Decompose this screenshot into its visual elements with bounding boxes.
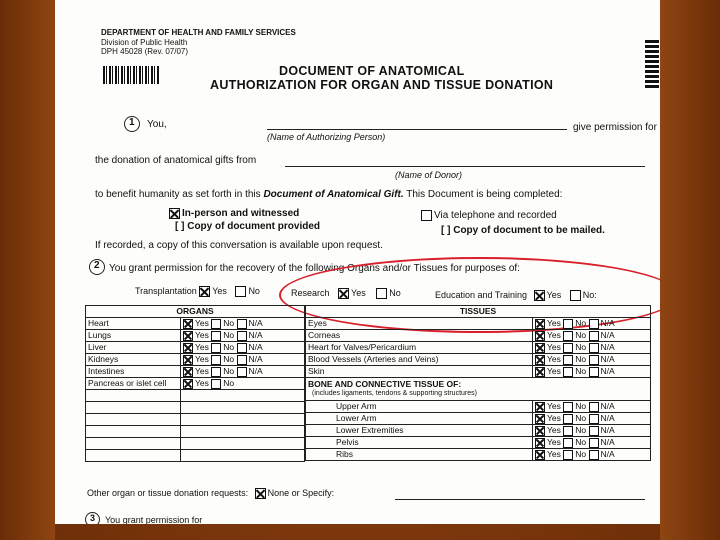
table-row: Pelvis Yes No N/A <box>306 437 651 449</box>
copy-mailed-label: [ ] Copy of document to be mailed. <box>441 225 605 236</box>
table-row: Lower Extremities Yes No N/A <box>306 425 651 437</box>
form-number: DPH 45028 (Rev. 07/07) <box>101 47 189 56</box>
research-label: Research <box>291 288 330 298</box>
table-row: Liver Yes No N/A <box>86 342 305 354</box>
organ-yes-checkbox[interactable] <box>183 355 193 365</box>
in-person-label: In-person and witnessed <box>182 208 300 220</box>
research-no-label: No <box>389 288 401 298</box>
table-row: Eyes Yes No N/A <box>306 318 651 330</box>
table-row: Ribs Yes No N/A <box>306 449 651 461</box>
benefit-text-suffix: This Document is being completed: <box>406 189 563 200</box>
tissue-no-checkbox[interactable] <box>563 367 573 377</box>
donation-text: the donation of anatomical gifts from <box>95 155 257 166</box>
table-row: Upper Arm Yes No N/A <box>306 401 651 413</box>
section-3-number: 3 <box>90 513 96 523</box>
organ-yes-checkbox[interactable] <box>183 331 193 341</box>
bone-no-checkbox[interactable] <box>563 438 573 448</box>
none-specify-label: None or Specify: <box>267 488 335 498</box>
education-label: Education and Training <box>435 290 528 300</box>
tissue-no-checkbox[interactable] <box>563 343 573 353</box>
tissue-yes-checkbox[interactable] <box>535 355 545 365</box>
give-permission-text: give permission for <box>573 122 657 133</box>
organ-na-checkbox[interactable] <box>237 319 247 329</box>
tissue-name: Eyes <box>306 318 533 330</box>
in-person-checkbox[interactable] <box>169 208 180 219</box>
benefit-text-prefix: to benefit humanity as set forth in this <box>95 189 261 200</box>
slide-right-edge <box>660 0 720 540</box>
department-name: DEPARTMENT OF HEALTH AND FAMILY SERVICES <box>101 28 296 37</box>
table-row: Intestines Yes No N/A <box>86 366 305 378</box>
table-row: Lower Arm Yes No N/A <box>306 413 651 425</box>
organ-no-checkbox[interactable] <box>211 319 221 329</box>
organ-yes-checkbox[interactable] <box>183 379 193 389</box>
benefit-text-doc: Document of Anatomical Gift. <box>263 189 404 200</box>
barcode-image <box>103 66 159 84</box>
table-row: Lungs Yes No N/A <box>86 330 305 342</box>
organs-table <box>85 305 305 462</box>
bone-no-checkbox[interactable] <box>563 426 573 436</box>
bone-yes-checkbox[interactable] <box>535 414 545 424</box>
tissue-na-checkbox[interactable] <box>589 355 599 365</box>
tissue-name: Blood Vessels (Arteries and Veins) <box>306 354 533 366</box>
tissue-no-checkbox[interactable] <box>563 331 573 341</box>
bone-name: Ribs <box>306 449 533 461</box>
transplantation-yes-checkbox[interactable] <box>199 286 210 297</box>
tissues-header: TISSUES <box>306 306 651 318</box>
bone-no-checkbox[interactable] <box>563 414 573 424</box>
authorizing-person-caption: (Name of Authorizing Person) <box>267 132 386 142</box>
table-row: Pancreas or islet cell Yes No <box>86 378 305 390</box>
transplantation-label: Transplantation <box>135 286 197 296</box>
slide-left-edge <box>0 0 55 540</box>
form-title-line2: AUTHORIZATION FOR ORGAN AND TISSUE DONATION <box>210 78 554 92</box>
organ-no-checkbox[interactable] <box>211 379 221 389</box>
bone-yes-checkbox[interactable] <box>535 450 545 460</box>
bone-na-checkbox[interactable] <box>589 414 599 424</box>
bone-na-checkbox[interactable] <box>589 426 599 436</box>
tissue-na-checkbox[interactable] <box>589 319 599 329</box>
bone-na-checkbox[interactable] <box>589 438 599 448</box>
table-row: Kidneys Yes No N/A <box>86 354 305 366</box>
organ-yes-checkbox[interactable] <box>183 319 193 329</box>
bone-name: Lower Arm <box>306 413 533 425</box>
organ-yes-checkbox[interactable] <box>183 367 193 377</box>
organ-name: Lungs <box>86 330 181 342</box>
bone-yes-checkbox[interactable] <box>535 426 545 436</box>
organ-name: Kidneys <box>86 354 181 366</box>
organ-no-checkbox[interactable] <box>211 343 221 353</box>
recorded-note: If recorded, a copy of this conversation is available upon request. <box>95 240 383 251</box>
bone-no-checkbox[interactable] <box>563 402 573 412</box>
table-row: Skin Yes No N/A <box>306 366 651 378</box>
organ-name: Intestines <box>86 366 181 378</box>
bone-yes-checkbox[interactable] <box>535 402 545 412</box>
tissue-na-checkbox[interactable] <box>589 331 599 341</box>
other-request-line <box>395 499 645 500</box>
organ-na-checkbox[interactable] <box>237 367 247 377</box>
other-request-label: Other organ or tissue donation requests: <box>87 488 249 498</box>
form-title-line1: DOCUMENT OF ANATOMICAL <box>279 64 465 78</box>
authorizing-person-line <box>267 129 567 130</box>
bone-no-checkbox[interactable] <box>563 450 573 460</box>
organ-yes-checkbox[interactable] <box>183 343 193 353</box>
organ-no-checkbox[interactable] <box>211 367 221 377</box>
education-yes-checkbox[interactable] <box>534 290 545 301</box>
organ-name: Pancreas or islet cell <box>86 378 181 390</box>
bone-yes-checkbox[interactable] <box>535 438 545 448</box>
bone-note: (includes ligaments, tendons & supporting structures) <box>312 390 477 397</box>
division-name: Division of Public Health <box>101 38 188 47</box>
telephone-checkbox[interactable] <box>421 210 432 221</box>
bone-na-checkbox[interactable] <box>589 402 599 412</box>
organ-na-checkbox[interactable] <box>237 355 247 365</box>
tissue-no-checkbox[interactable] <box>563 355 573 365</box>
tissue-na-checkbox[interactable] <box>589 367 599 377</box>
organ-no-checkbox[interactable] <box>211 355 221 365</box>
organ-na-checkbox[interactable] <box>237 343 247 353</box>
bone-name: Lower Extremities <box>306 425 533 437</box>
transplantation-no-checkbox[interactable] <box>235 286 246 297</box>
organs-header: ORGANS <box>86 306 305 318</box>
section-2-number: 2 <box>94 260 100 271</box>
transplantation-no-label: No <box>248 286 260 296</box>
none-specify-checkbox[interactable] <box>255 488 266 499</box>
donor-name-line <box>285 166 645 167</box>
donor-caption: (Name of Donor) <box>395 170 463 180</box>
table-row: Corneas Yes No N/A <box>306 330 651 342</box>
bone-name: Pelvis <box>306 437 533 449</box>
tissue-yes-checkbox[interactable] <box>535 319 545 329</box>
organ-na-checkbox[interactable] <box>237 331 247 341</box>
education-yes-label: Yes <box>546 290 562 300</box>
transplantation-yes-label: Yes <box>212 286 227 296</box>
side-barcode-image <box>645 40 659 88</box>
scanned-document <box>55 0 660 524</box>
education-no-label: No: <box>582 290 597 300</box>
tissue-na-checkbox[interactable] <box>589 343 599 353</box>
education-no-checkbox[interactable] <box>570 290 581 301</box>
organ-no-checkbox[interactable] <box>211 331 221 341</box>
next-section-text: You grant permission for <box>105 515 203 524</box>
bone-name: Upper Arm <box>306 401 533 413</box>
section-1-number: 1 <box>129 117 135 128</box>
tissue-no-checkbox[interactable] <box>563 319 573 329</box>
tissue-name: Skin <box>306 366 533 378</box>
tissue-name: Corneas <box>306 330 533 342</box>
tissue-name: Heart for Valves/Pericardium <box>306 342 533 354</box>
grant-permission-text: You grant permission for the recovery of the following Organs and/or Tissues for purposes of: <box>109 263 520 274</box>
table-row: Blood Vessels (Arteries and Veins) Yes No N/A <box>306 354 651 366</box>
copy-provided-label: [ ] Copy of document provided <box>175 221 320 232</box>
table-row: Heart Yes No N/A <box>86 318 305 330</box>
bone-na-checkbox[interactable] <box>589 450 599 460</box>
table-row: Heart for Valves/Pericardium Yes No N/A <box>306 342 651 354</box>
tissue-yes-checkbox[interactable] <box>535 343 545 353</box>
research-no-checkbox[interactable] <box>376 288 387 299</box>
research-yes-label: Yes <box>351 288 366 298</box>
tissues-table <box>305 305 651 461</box>
research-yes-checkbox[interactable] <box>338 288 349 299</box>
bone-header: BONE AND CONNECTIVE TISSUE OF: <box>308 379 462 389</box>
organ-name: Heart <box>86 318 181 330</box>
tissue-yes-checkbox[interactable] <box>535 331 545 341</box>
you-label: You, <box>147 119 167 130</box>
telephone-label: Via telephone and recorded <box>434 210 557 222</box>
tissue-yes-checkbox[interactable] <box>535 367 545 377</box>
organ-name: Liver <box>86 342 181 354</box>
